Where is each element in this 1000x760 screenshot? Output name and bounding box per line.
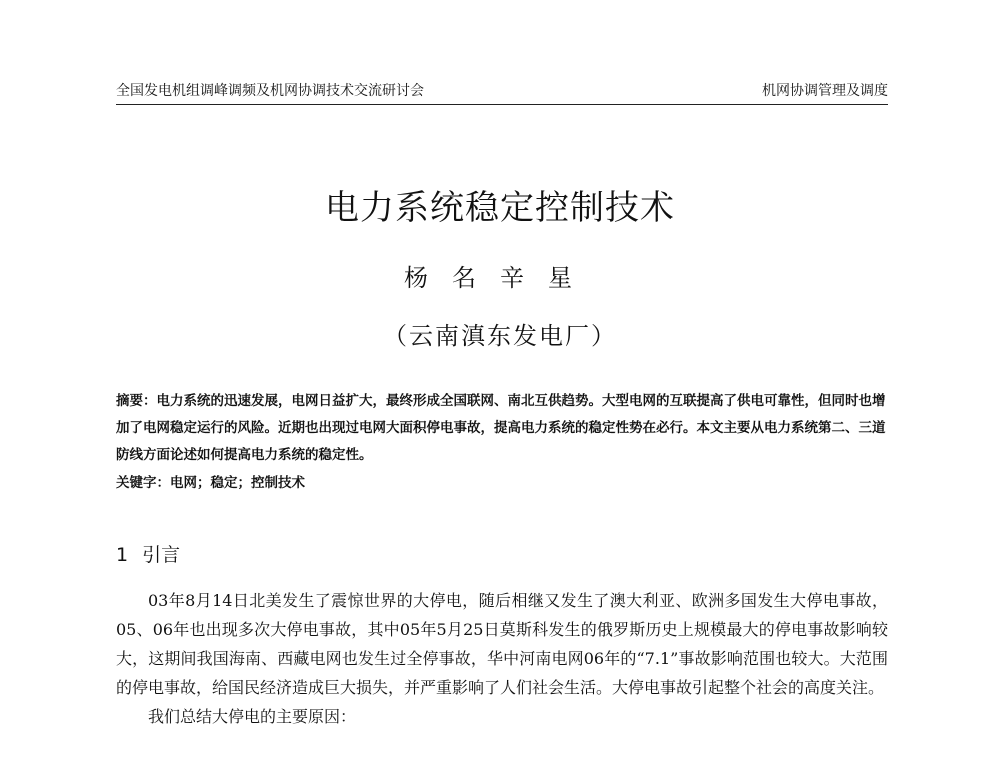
keywords-label: 关键字： (116, 475, 170, 491)
author-name: 杨名辛星 (404, 264, 596, 292)
keywords (116, 470, 888, 497)
affiliation: （云南滇东发电厂） (383, 322, 617, 350)
abstract-text: 电力系统的迅速发展，电网日益扩大，最终形成全国联网、南北互供趋势。大型电网的互联提高了供电可靠性，但同时也增加了电网稳定运行的风险。近期也出现过电网大面积停电事故，提高电力系统的稳定性势在必行。本文主要从电力系统第二、三道防线方面论述如何提高电力系统的稳定性。 (116, 393, 886, 463)
header-category: 机网协调管理及调度 (762, 83, 888, 99)
section-number: 1 (116, 544, 129, 566)
section-heading (116, 540, 180, 567)
body-text (116, 586, 888, 731)
running-header (116, 80, 888, 105)
abstract (116, 388, 888, 469)
keywords-text: 电网；稳定；控制技术 (170, 475, 305, 491)
paragraph: 我们总结大停电的主要原因： (148, 707, 357, 726)
header-conference: 全国发电机组调峰调频及机网协调技术交流研讨会 (116, 83, 424, 99)
paper-title: 电力系统稳定控制技术 (325, 188, 675, 228)
paragraph: 03年8月14日北美发生了震惊世界的大停电，随后相继又发生了澳大利亚、欧洲多国发生大停电事故，05、06年也出现多次大停电事故，其中05年5月25日莫斯科发生的俄罗斯历史上规模最大的停电事故影响较大，这期间我国海南、西藏电网也发生过全停事故，华中河南电网06年的“7.1”事故影响范围也较大。大范围的停电事故，给国民经济造成巨大损失，并严重影响了人们社会生活。大停电事故引起整个社会的高度关注。 (116, 591, 888, 697)
section-title: 引言 (142, 544, 181, 566)
abstract-label: 摘要： (116, 393, 157, 409)
